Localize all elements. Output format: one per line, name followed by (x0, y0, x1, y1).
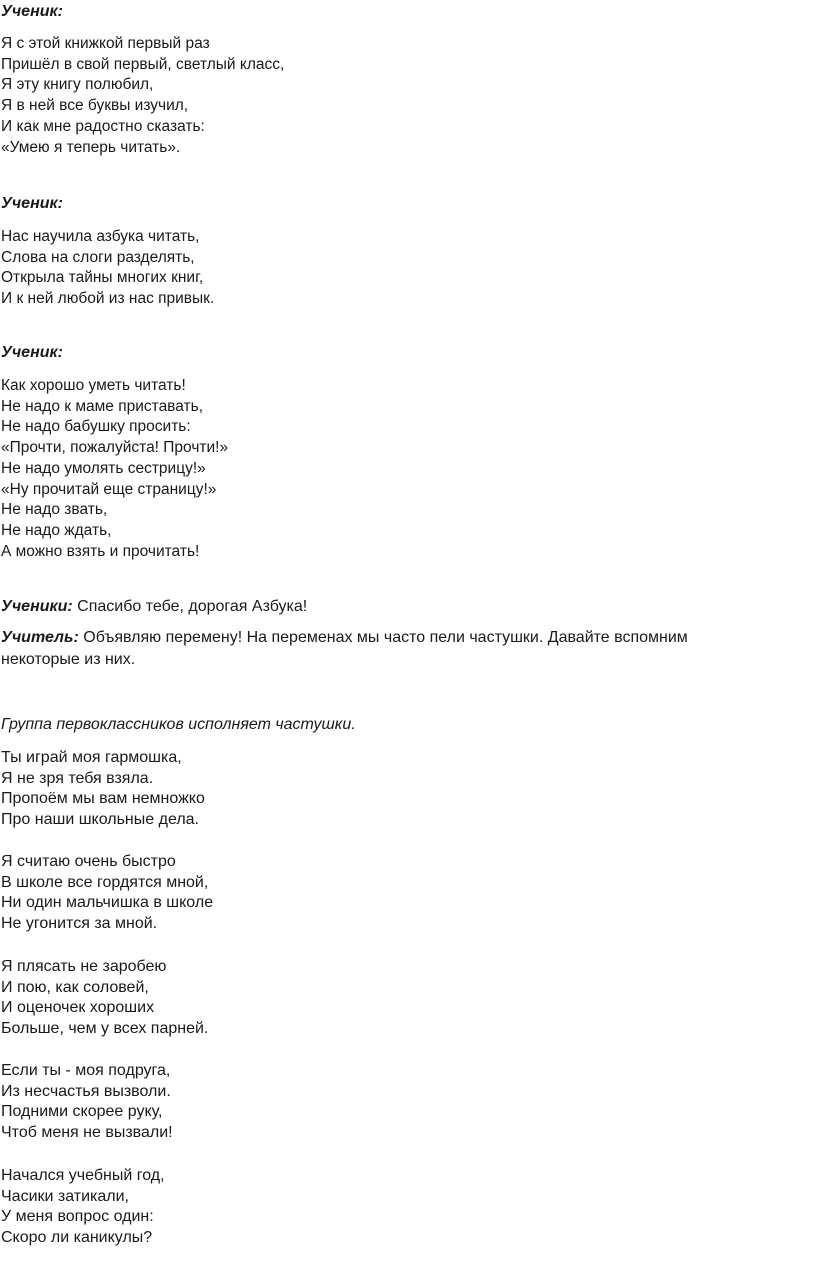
verse-line: И оценочек хороших (1, 999, 155, 1017)
verse-line: Я не зря тебя взяла. (1, 769, 154, 787)
verse-line: Скоро ли каникулы? (1, 1229, 153, 1247)
verse-line: Ни один мальчишка в школе (1, 894, 214, 912)
verse-line: Нас научила азбука читать, (1, 228, 200, 245)
verse-line: Ты играй моя гармошка, (1, 749, 182, 766)
chastushka-4 (1, 1061, 811, 1144)
verse-line: Не надо умолять сестрицу!» (1, 459, 206, 477)
verse-line: Про наши школьные дела. (1, 811, 199, 829)
verse-line: Я считаю очень быстро (1, 853, 176, 870)
verse-2 (1, 227, 811, 310)
verse-line: «Умею я теперь читать». (1, 138, 181, 156)
remark-text: Спасибо тебе, дорогая Азбука! (72, 598, 308, 615)
verse-line: Пропоём мы вам немножко (1, 790, 205, 808)
verse-1 (1, 34, 811, 158)
speaker-label: Ученики: (1, 598, 73, 615)
verse-line: И как мне радостно сказать: (1, 117, 205, 135)
pupils-remark (1, 596, 811, 618)
chastushka-3 (1, 957, 811, 1040)
verse-line: Не надо бабушку просить: (1, 418, 191, 436)
remark-text: некоторые из них. (1, 651, 136, 668)
verse-3 (1, 376, 811, 562)
verse-line: Если ты - моя подруга, (1, 1062, 171, 1079)
verse-line: Подними скорее руку, (1, 1103, 163, 1121)
verse-line: Не надо звать, (1, 501, 108, 519)
chastushka-1 (1, 748, 811, 831)
verse-line: Я с этой книжкой первый раз (1, 35, 210, 52)
verse-line: Слова на слоги разделять, (1, 248, 195, 266)
teacher-remark (1, 627, 811, 671)
verse-line: «Прочти, пожалуйста! Прочти!» (1, 439, 229, 457)
section-2 (1, 194, 811, 214)
verse-line: Чтоб меня не вызвали! (1, 1124, 173, 1142)
verse-line: «Ну прочитай еще страницу!» (1, 480, 217, 498)
verse-line: Открыла тайны многих книг, (1, 269, 204, 287)
verse-line: Я в ней все буквы изучил, (1, 97, 189, 115)
verse-line: У меня вопрос один: (1, 1208, 154, 1226)
verse-line: Я эту книгу полюбил, (1, 76, 154, 94)
verse-line: Начался учебный год, (1, 1167, 165, 1184)
verse-line: Я плясать не заробею (1, 958, 167, 975)
verse-line: Часики затикали, (1, 1187, 129, 1205)
chastushka-5 (1, 1166, 811, 1249)
verse-line: Не надо ждать, (1, 521, 112, 539)
verse-line: Как хорошо уметь читать! (1, 377, 186, 394)
verse-line: Больше, чем у всех парней. (1, 1020, 209, 1038)
verse-line: Пришёл в свой первый, светлый класс, (1, 55, 285, 73)
verse-line: Не угонится за мной. (1, 915, 158, 933)
verse-line: Из несчастья вызволи. (1, 1082, 171, 1100)
verse-line: А можно взять и прочитать! (1, 542, 200, 560)
remark-text: Объявляю перемену! На переменах мы часто пели частушки. Давайте вспомним (78, 629, 688, 646)
section-1 (1, 2, 811, 22)
verse-line: В школе все гордятся мной, (1, 873, 209, 891)
speaker-label: Учитель: (1, 629, 79, 646)
section-3 (1, 343, 811, 363)
stage-direction: Группа первоклассников исполняет частушки. (1, 716, 356, 733)
speaker-label: Ученик: (1, 3, 63, 20)
verse-line: И пою, как соловей, (1, 978, 149, 996)
speaker-label: Ученик: (1, 195, 63, 212)
verse-line: И к ней любой из нас привык. (1, 290, 215, 308)
chastushka-2 (1, 852, 811, 935)
verse-line: Не надо к маме приставать, (1, 397, 204, 415)
speaker-label: Ученик: (1, 344, 63, 361)
